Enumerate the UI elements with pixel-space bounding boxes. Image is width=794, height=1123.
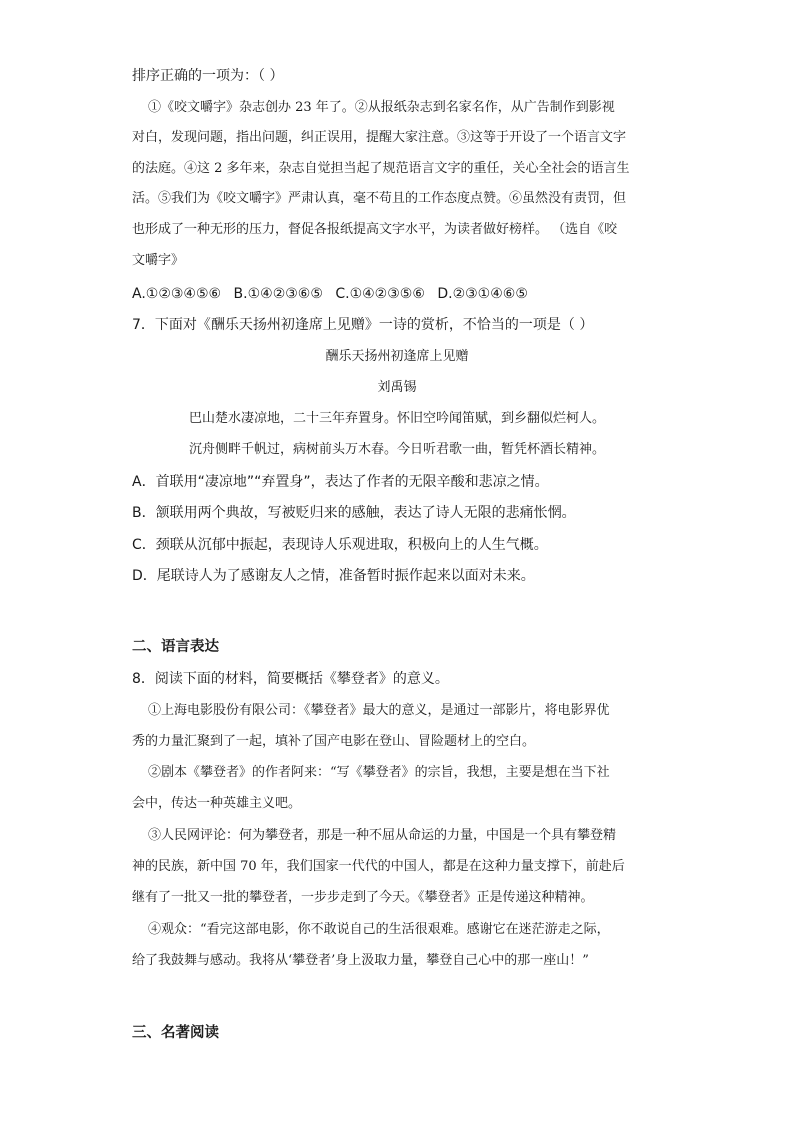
q6-stem: 排序正确的一项为：（ ）: [132, 68, 284, 84]
q6-passage-line: 对白，发现问题，指出问题，纠正误用，提醒大家注意。③这等于开设了一个语言文字: [132, 130, 627, 145]
q6-passage-line: ①《咬文嚼字》杂志创办 23 年了。②从报纸杂志到名家名作，从广告制作到影视: [148, 100, 615, 115]
poem-title: 酬乐天扬州初逢席上见赠: [325, 349, 469, 364]
section-heading-2: 二、语言表达: [132, 639, 219, 655]
q8-material-line: 神的民族，新中国 70 年，我们国家一代代的中国人，都是在这种力量支撑下，前赴后: [132, 859, 625, 874]
q8-material-line: 会中，传达一种英雄主义吧。: [132, 796, 302, 811]
q6-option-a[interactable]: A.①②③④⑤⑥: [132, 286, 222, 302]
q8-material-line: ③人民网评论：何为攀登者，那是一种不屈从命运的力量，中国是一个具有攀登精: [148, 828, 617, 843]
q6-passage-line: 文嚼字》: [132, 253, 185, 268]
q8-material-line: 给了我鼓舞与感动。我将从‘攀登者’身上汲取力量，攀登自己心中的那一座山！”: [132, 953, 589, 968]
poem-line: 巴山楚水凄凉地，二十三年弃置身。怀旧空吟闻笛赋，到乡翻似烂柯人。: [188, 411, 605, 426]
q6-passage-line: 也形成了一种无形的压力，督促各报纸提高文字水平，为读者做好榜样。 （选自《咬: [132, 222, 618, 237]
q8-material-line: ②剧本《攀登者》的作者阿来：“写《攀登者》的宗旨，我想，主要是想在当下社: [148, 765, 610, 780]
q8-stem: 8．阅读下面的材料，简要概括《攀登者》的意义。: [132, 671, 449, 687]
q7-option-c[interactable]: C．颈联从沉郁中振起，表现诗人乐观进取，积极向上的人生气概。: [132, 537, 548, 553]
q8-material-line: ④观众：“看完这部电影，你不敢说自己的生活很艰难。感谢它在迷茫游走之际，: [148, 922, 610, 937]
q7-option-a[interactable]: A．首联用“凄凉地”“弃置身”，表达了作者的无限辛酸和悲凉之情。: [132, 474, 549, 490]
q7-option-b[interactable]: B．颔联用两个典故，写被贬归来的感触，表达了诗人无限的悲痛怅惘。: [132, 505, 576, 521]
q6-option-b[interactable]: B.①④②③⑥⑤: [233, 286, 323, 302]
q7-stem: 7．下面对《酬乐天扬州初逢席上见赠》一诗的赏析，不恰当的一项是（ ）: [132, 317, 594, 333]
q6-passage-line: 的法庭。④这 2 多年来，杂志自觉担当起了规范语言文字的重任，关心全社会的语言生: [132, 161, 630, 176]
q8-material-line: 秀的力量汇聚到了一起，填补了国产电影在登山、冒险题材上的空白。: [132, 734, 536, 749]
poem-author: 刘禹锡: [377, 380, 417, 395]
section-heading-3: 三、名著阅读: [132, 1025, 219, 1041]
q8-material-line: 继有了一批又一批的攀登者，一步步走到了今天。《攀登者》正是传递这种精神。: [132, 890, 594, 905]
q8-material-line: ①上海电影股份有限公司：《攀登者》最大的意义，是通过一部影片，将电影界优: [148, 703, 610, 718]
q6-passage-line: 活。⑤我们为《咬文嚼字》严肃认真，毫不苟且的工作态度点赞。⑥虽然没有责罚，但: [132, 191, 627, 206]
q7-option-d[interactable]: D．尾联诗人为了感谢友人之情，准备暂时振作起来以面对未来。: [132, 568, 535, 584]
poem-line: 沉舟侧畔千帆过，病树前头万木春。今日听君歌一曲，暂凭杯酒长精神。: [188, 442, 605, 457]
q6-options: [132, 284, 672, 304]
q6-option-d[interactable]: D.②③①④⑥⑤: [437, 286, 528, 302]
q6-option-c[interactable]: C.①④②③⑤⑥: [335, 286, 425, 302]
